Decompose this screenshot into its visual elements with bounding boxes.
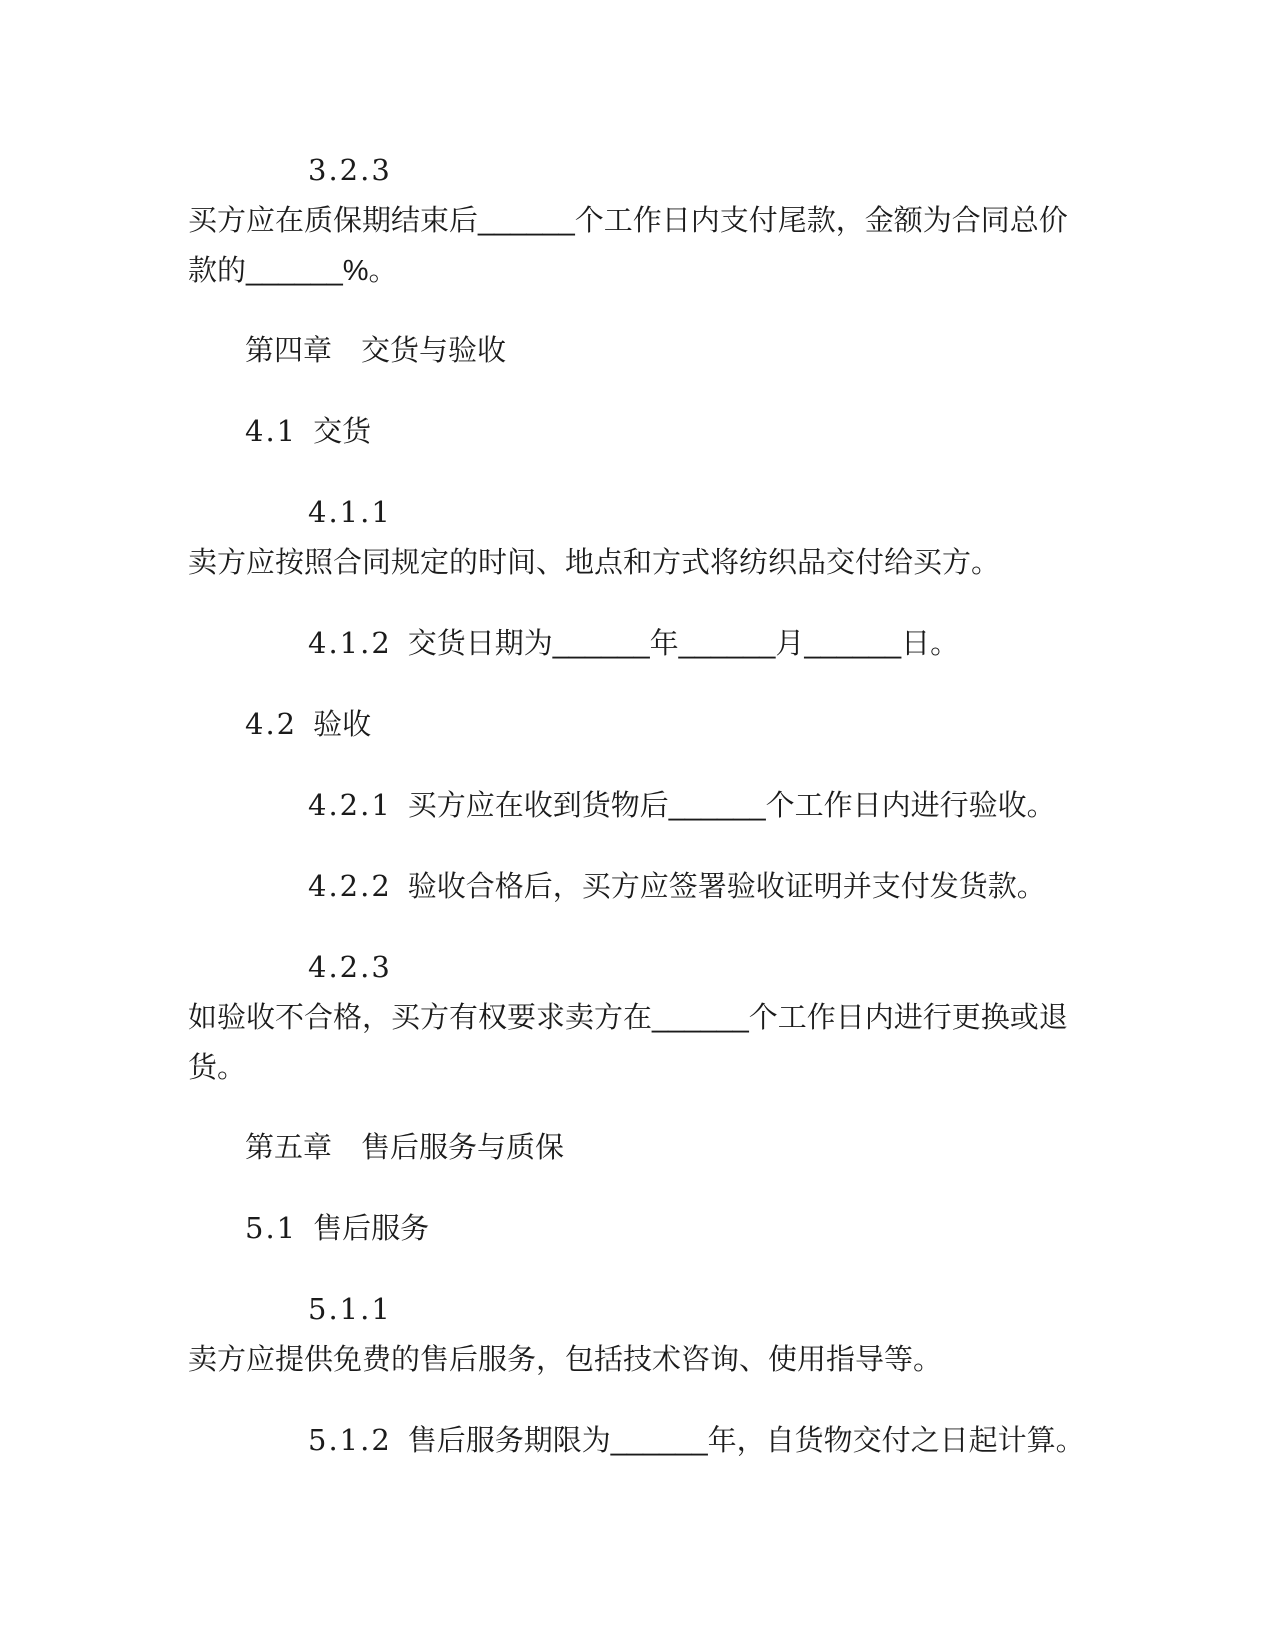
clause-text: 卖方应提供免费的售后服务，包括技术咨询、使用指导等。 — [188, 1344, 943, 1376]
clause-number: 5.1.1 — [308, 1292, 392, 1326]
clause-4-2-2 — [188, 861, 1068, 912]
section-4-1-heading — [188, 406, 1068, 457]
clause-4-2-3-text-line-2 — [188, 1043, 1068, 1093]
heading-text: 第四章 交货与验收 — [245, 335, 507, 367]
clause-5-1-1-text — [188, 1335, 1068, 1385]
clause-3-2-3-text-line-2 — [188, 246, 1068, 296]
clause-number: 5.1.2 — [308, 1423, 392, 1457]
heading-text: 售后服务 — [313, 1213, 430, 1245]
section-number: 5.1 — [245, 1211, 298, 1245]
clause-text: 货。 — [188, 1052, 247, 1084]
clause-number: 4.2.3 — [308, 950, 392, 984]
clause-4-2-1 — [188, 780, 1068, 831]
clause-3-2-3-number — [188, 145, 1068, 196]
clause-text: 售后服务期限为______年，自货物交付之日起计算。 — [407, 1425, 1085, 1457]
chapter-5-heading — [188, 1123, 1068, 1173]
clause-text: 交货日期为______年______月______日。 — [407, 628, 960, 660]
clause-4-1-2 — [188, 618, 1068, 669]
clause-text: 款的______%。 — [188, 255, 398, 287]
heading-text: 第五章 售后服务与质保 — [245, 1132, 565, 1164]
clause-text: 如验收不合格，买方有权要求卖方在______个工作日内进行更换或退 — [188, 1002, 1068, 1034]
clause-number: 4.1.2 — [308, 626, 392, 660]
clause-number: 4.1.1 — [308, 495, 392, 529]
heading-text: 交货 — [313, 416, 372, 448]
section-number: 4.1 — [245, 414, 298, 448]
clause-5-1-2 — [188, 1415, 1085, 1466]
clause-number: 3.2.3 — [308, 153, 392, 187]
heading-text: 验收 — [313, 709, 372, 741]
clause-4-2-3-text-line-1 — [188, 993, 1068, 1043]
contract-body — [188, 145, 1085, 1466]
clause-text: 买方应在质保期结束后______个工作日内支付尾款，金额为合同总价 — [188, 205, 1068, 237]
section-number: 4.2 — [245, 707, 298, 741]
clause-text: 买方应在收到货物后______个工作日内进行验收。 — [407, 790, 1056, 822]
clause-number: 4.2.2 — [308, 869, 392, 903]
chapter-4-heading — [188, 326, 1068, 376]
clause-number: 4.2.1 — [308, 788, 392, 822]
clause-5-1-1-number — [188, 1284, 1068, 1335]
clause-text: 卖方应按照合同规定的时间、地点和方式将纺织品交付给买方。 — [188, 547, 1001, 579]
clause-4-1-1-text — [188, 538, 1068, 588]
clause-3-2-3-text-line-1 — [188, 196, 1068, 246]
clause-4-1-1-number — [188, 487, 1068, 538]
section-5-1-heading — [188, 1203, 1068, 1254]
section-4-2-heading — [188, 699, 1068, 750]
clause-text: 验收合格后，买方应签署验收证明并支付发货款。 — [407, 871, 1046, 903]
clause-4-2-3-number — [188, 942, 1068, 993]
